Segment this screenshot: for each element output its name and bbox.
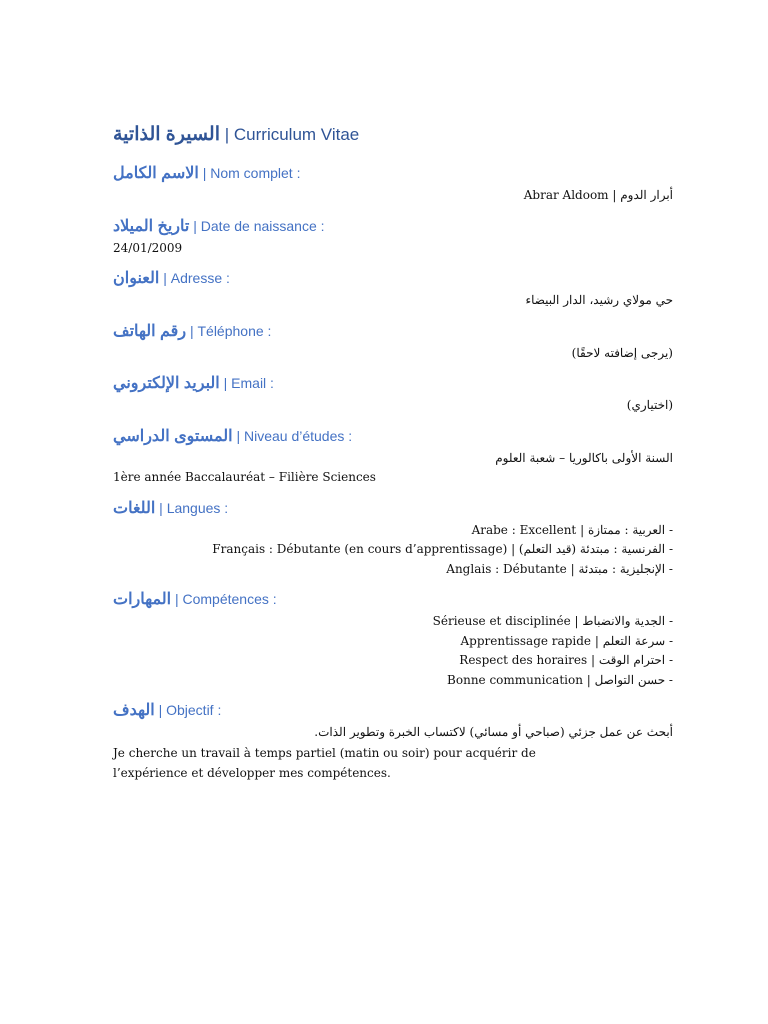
heading-phone-french: Téléphone : <box>197 322 272 339</box>
heading-birthdate <box>113 215 673 238</box>
section-education <box>113 425 673 488</box>
name-value: أبرار الدوم | Abrar Aldoom <box>523 188 673 202</box>
heading-separator: | <box>159 499 163 516</box>
heading-skills-french: Compétences : <box>182 591 277 607</box>
section-phone <box>113 320 673 364</box>
heading-languages-french: Langues : <box>166 499 229 516</box>
heading-education <box>113 425 673 448</box>
document-title <box>113 120 673 150</box>
heading-skills-arabic: المهارات <box>113 591 172 608</box>
heading-objective-french: Objectif : <box>166 702 222 718</box>
language-item-english: - الإنجليزية : مبتدئة | Anglais : Débutante <box>446 561 673 576</box>
title-separator: | <box>224 125 230 144</box>
phone-value: (يرجى إضافته لاحقًا) <box>571 345 673 360</box>
heading-education-arabic: المستوى الدراسي <box>113 427 233 445</box>
heading-objective-arabic: الهدف <box>113 702 155 719</box>
address-value: حي مولاي رشيد، الدار البيضاء <box>525 293 673 307</box>
section-languages <box>113 497 673 580</box>
section-birthdate <box>113 215 673 259</box>
education-line-arabic: السنة الأولى باكالوريا – شعبة العلوم <box>495 450 673 465</box>
heading-name-arabic: الاسم الكامل <box>113 165 199 182</box>
section-name <box>113 162 673 206</box>
heading-separator: | <box>174 591 179 607</box>
heading-languages-arabic: اللغات <box>113 499 156 517</box>
heading-separator: | <box>223 375 228 391</box>
heading-name <box>113 162 673 185</box>
heading-phone <box>113 320 673 343</box>
language-item-arabic: - العربية : ممتازة | Arabe : Excellent <box>471 522 673 537</box>
heading-skills <box>113 588 673 611</box>
skill-item: - احترام الوقت | Respect des horaires <box>459 653 673 667</box>
heading-address <box>113 267 673 290</box>
heading-separator: | <box>163 270 167 286</box>
heading-email <box>113 372 673 395</box>
skill-item: - سرعة التعلم | Apprentissage rapide <box>460 633 673 648</box>
heading-name-french: Nom complet : <box>210 165 301 181</box>
heading-phone-arabic: رقم الهاتف <box>113 322 187 340</box>
document-title-french: Curriculum Vitae <box>233 125 360 144</box>
heading-email-arabic: البريد الإلكتروني <box>113 375 220 392</box>
heading-separator: | <box>158 702 163 718</box>
section-objective <box>113 699 673 784</box>
heading-address-arabic: العنوان <box>113 270 160 287</box>
section-skills <box>113 588 673 690</box>
heading-address-french: Adresse : <box>170 270 230 286</box>
heading-languages <box>113 497 673 520</box>
section-address <box>113 267 673 311</box>
language-item-french: - الفرنسية : مبتدئة (قيد التعلم) | Français : Débutante (en cours d’apprentissage) <box>212 542 673 556</box>
skill-item: - حسن التواصل | Bonne communication <box>447 672 673 687</box>
heading-separator: | <box>236 427 241 444</box>
heading-education-french: Niveau d’études : <box>243 427 353 444</box>
birthdate-value: 24/01/2009 <box>113 240 183 255</box>
heading-objective <box>113 699 673 722</box>
heading-separator: | <box>189 322 194 339</box>
document-title-arabic: السيرة الذاتية <box>113 124 220 145</box>
skill-item: - الجدية والانضباط | Sérieuse et disciplinée <box>432 614 673 628</box>
heading-birthdate-french: Date de naissance : <box>200 217 325 234</box>
education-line-french: 1ère année Baccalauréat – Filière Sciences <box>113 470 376 484</box>
email-value: (اختياري) <box>626 398 673 412</box>
section-email <box>113 372 673 416</box>
heading-email-french: Email : <box>231 375 274 391</box>
heading-separator: | <box>202 165 207 181</box>
heading-separator: | <box>193 217 197 234</box>
cv-document <box>113 120 673 784</box>
objective-paragraph-french: Je cherche un travail à temps partiel (matin ou soir) pour acquérir de l’expérience et développer mes compétences. <box>113 745 536 780</box>
heading-birthdate-arabic: تاريخ الميلاد <box>113 217 190 235</box>
objective-line-arabic: أبحث عن عمل جزئي (صباحي أو مسائي) لاكتساب الخبرة وتطوير الذات. <box>314 725 673 739</box>
